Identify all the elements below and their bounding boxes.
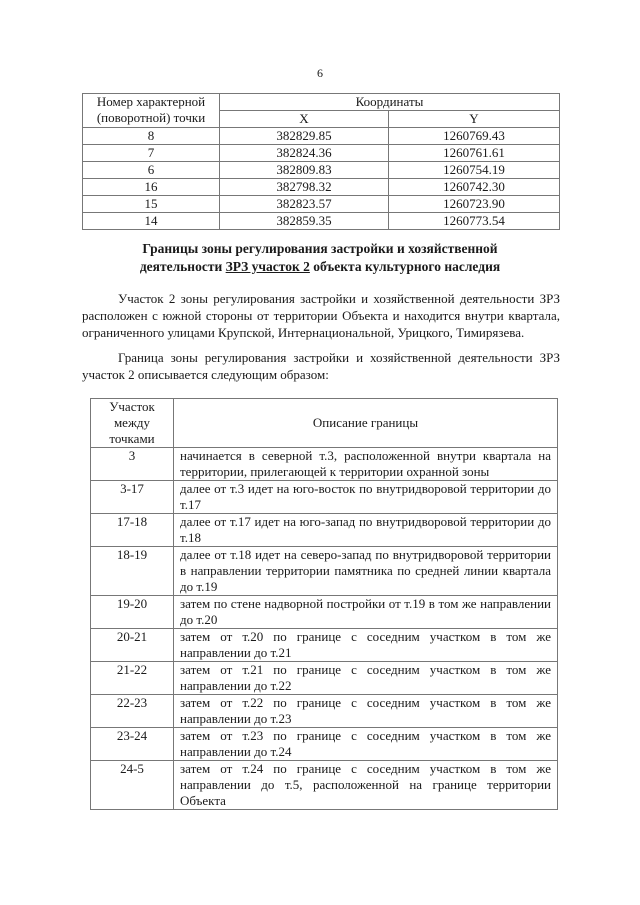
- cell-y: 1260761.61: [389, 145, 560, 162]
- heading-line-2: [60, 258, 580, 276]
- cell-segment: 20-21: [91, 629, 174, 662]
- cell-x: 382859.35: [220, 213, 389, 230]
- header-x: X: [220, 111, 389, 128]
- table-row: [83, 162, 560, 179]
- paragraph-2: Граница зоны регулирования застройки и хозяйственной деятельности ЗРЗ участок 2 описывается следующим образом:: [82, 350, 560, 382]
- cell-y: 1260723.90: [389, 196, 560, 213]
- cell-description: начинается в северной т.3, расположенной внутри квартала на территории, прилегающей к территории охранной зоны: [174, 448, 558, 481]
- table-row: [91, 448, 558, 481]
- cell-x: 382798.32: [220, 179, 389, 196]
- table-row: [83, 213, 560, 230]
- cell-y: 1260769.43: [389, 128, 560, 145]
- header-point: Номер характерной (поворотной) точки: [83, 94, 220, 128]
- table-row: [83, 179, 560, 196]
- cell-description: затем от т.23 по границе с соседним участком в том же направлении до т.24: [174, 728, 558, 761]
- cell-x: 382823.57: [220, 196, 389, 213]
- cell-description: далее от т.17 идет на юго-запад по внутридворовой территории до т.18: [174, 514, 558, 547]
- segments-table: [90, 398, 558, 810]
- table-row: [83, 145, 560, 162]
- cell-description: затем от т.24 по границе с соседним участком в том же направлении до т.5, расположенной на границе территории Объекта: [174, 761, 558, 810]
- cell-description: далее от т.3 идет на юго-восток по внутридворовой территории до т.17: [174, 481, 558, 514]
- heading-underlined: ЗРЗ участок 2: [225, 259, 310, 274]
- header-coordinates: Координаты: [220, 94, 560, 111]
- cell-segment: 3-17: [91, 481, 174, 514]
- cell-segment: 3: [91, 448, 174, 481]
- table-row: [91, 547, 558, 596]
- cell-segment: 22-23: [91, 695, 174, 728]
- table-row: [91, 596, 558, 629]
- header-description: Описание границы: [174, 399, 558, 448]
- cell-segment: 18-19: [91, 547, 174, 596]
- cell-description: затем по стене надворной постройки от т.19 в том же направлении до т.20: [174, 596, 558, 629]
- cell-point: 6: [83, 162, 220, 179]
- header-segment: Участок между точками: [91, 399, 174, 448]
- cell-segment: 19-20: [91, 596, 174, 629]
- heading-text: деятельности: [139, 259, 226, 274]
- cell-point: 16: [83, 179, 220, 196]
- cell-x: 382809.83: [220, 162, 389, 179]
- table-row: [91, 695, 558, 728]
- cell-x: 382829.85: [220, 128, 389, 145]
- table-row: [83, 196, 560, 213]
- cell-description: далее от т.18 идет на северо-запад по внутридворовой территории в направлении территории памятника по средней линии квартала до т.19: [174, 547, 558, 596]
- table-row: [91, 728, 558, 761]
- heading-text: объекта культурного наследия: [309, 259, 501, 274]
- cell-y: 1260742.30: [389, 179, 560, 196]
- cell-description: затем от т.22 по границе с соседним участком в том же направлении до т.23: [174, 695, 558, 728]
- cell-segment: 21-22: [91, 662, 174, 695]
- cell-segment: 17-18: [91, 514, 174, 547]
- table-row: [91, 514, 558, 547]
- cell-y: 1260773.54: [389, 213, 560, 230]
- cell-segment: 23-24: [91, 728, 174, 761]
- cell-point: 7: [83, 145, 220, 162]
- table-row: [91, 629, 558, 662]
- table-row: [83, 128, 560, 145]
- cell-description: затем от т.20 по границе с соседним участком в том же направлении до т.21: [174, 629, 558, 662]
- coordinates-table: [82, 93, 560, 230]
- table-row: [91, 761, 558, 810]
- cell-y: 1260754.19: [389, 162, 560, 179]
- paragraph-1: Участок 2 зоны регулирования застройки и хозяйственной деятельности ЗРЗ расположен с южной стороны от территории Объекта и находится внутри квартала, ограниченного улицами Крупской, Интернациональной, Урицкого, Тимирязева.: [82, 291, 560, 340]
- cell-x: 382824.36: [220, 145, 389, 162]
- cell-segment: 24-5: [91, 761, 174, 810]
- cell-point: 15: [83, 196, 220, 213]
- table-row: [91, 662, 558, 695]
- cell-description: затем от т.21 по границе с соседним участком в том же направлении до т.22: [174, 662, 558, 695]
- page-number: 6: [317, 66, 323, 80]
- heading-line-1: Границы зоны регулирования застройки и хозяйственной: [142, 241, 498, 256]
- section-heading: [60, 240, 580, 276]
- header-y: Y: [389, 111, 560, 128]
- table-row: [91, 481, 558, 514]
- cell-point: 8: [83, 128, 220, 145]
- cell-point: 14: [83, 213, 220, 230]
